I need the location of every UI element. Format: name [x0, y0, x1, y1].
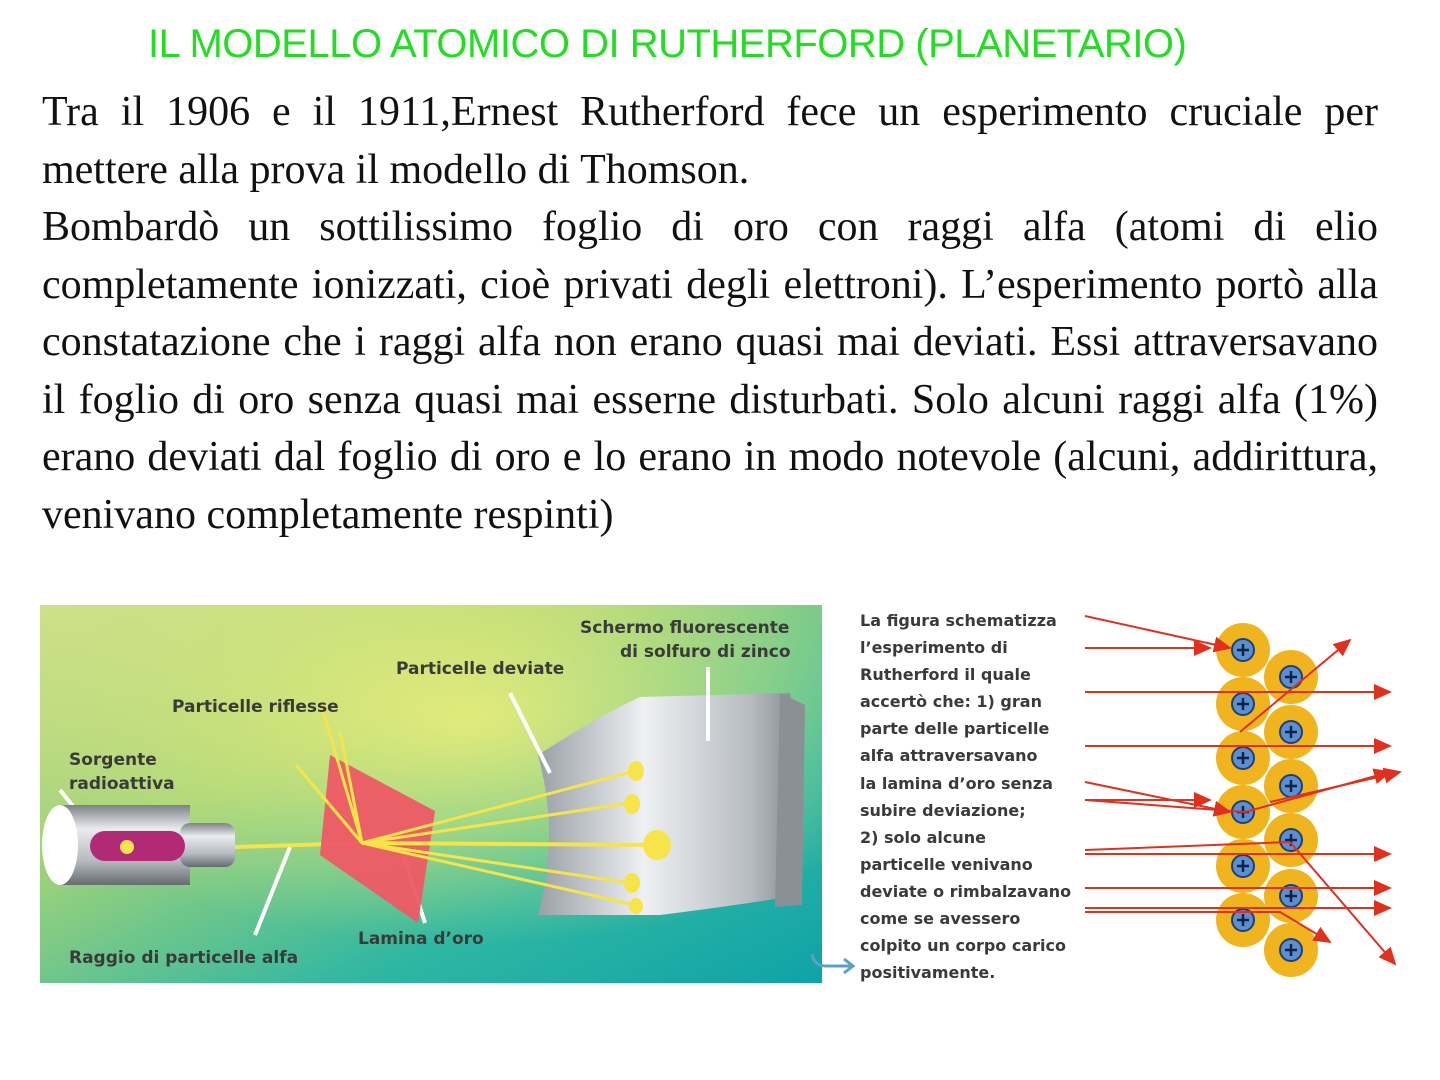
caption-line: positivamente. [860, 963, 996, 983]
deflected-alpha-ray [1085, 616, 1230, 648]
caption-line: parte delle particelle [860, 719, 1050, 739]
caption-line: Rutherford il quale [860, 665, 1031, 685]
caption-line: 2) solo alcune [860, 827, 986, 847]
caption-line: particelle venivano [860, 854, 1033, 874]
figure-caption [860, 607, 1075, 986]
caption-line: alfa attraversavano [860, 746, 1038, 766]
label-reflected-particles: Particelle riflesse [172, 697, 339, 717]
rutherford-experiment-figure [40, 605, 822, 983]
caption-line: subire deviazione; [860, 800, 1026, 820]
body-text [42, 84, 1378, 544]
label-source-radioactive: radioattiva [69, 774, 175, 794]
deflected-alpha-ray [1085, 782, 1230, 812]
caption-line: l’esperimento di [860, 638, 1008, 658]
label-screen-material: di solfuro di zinco [620, 642, 791, 662]
caption-line: deviate o rimbalzavano [860, 881, 1072, 901]
label-deviated-particles: Particelle deviate [396, 659, 565, 679]
alpha-scattering-diagram [1080, 612, 1420, 984]
paragraph-2: Bombardò un sottilissimo foglio di oro con raggi alfa (atomi di elio completamente ionizzati, cioè privati degli elettroni). L’esperimento portò alla constatazione che i raggi alfa non erano quasi mai deviati. Essi attraversavano il foglio di oro senza quasi mai esserne disturbati. Solo alcuni raggi alfa (1%) erano deviati dal foglio di oro e lo erano in modo notevole (alcuni, addirittura, venivano completamente respinti) [42, 204, 1378, 538]
paragraph-1: Tra il 1906 e il 1911,Ernest Rutherford fece un esperimento cruciale per mettere alla prova il modello di Thomson. [42, 89, 1378, 193]
caption-line: come se avessero [860, 909, 1021, 929]
label-alpha-beam: Raggio di particelle alfa [69, 948, 299, 968]
page-title: IL MODELLO ATOMICO DI RUTHERFORD (PLANETARIO) [148, 22, 1187, 66]
caption-line: colpito un corpo carico [860, 936, 1066, 956]
label-gold-foil: Lamina d’oro [358, 929, 484, 949]
label-source: Sorgente [69, 750, 157, 770]
caption-line: La figura schematizza [860, 611, 1057, 630]
arrow-right-icon [810, 952, 860, 978]
label-screen: Schermo fluorescente [580, 618, 790, 638]
caption-line: la lamina d’oro senza [860, 773, 1053, 793]
gold-nuclei [1216, 623, 1318, 977]
caption-line: accertò che: 1) gran [860, 692, 1042, 712]
